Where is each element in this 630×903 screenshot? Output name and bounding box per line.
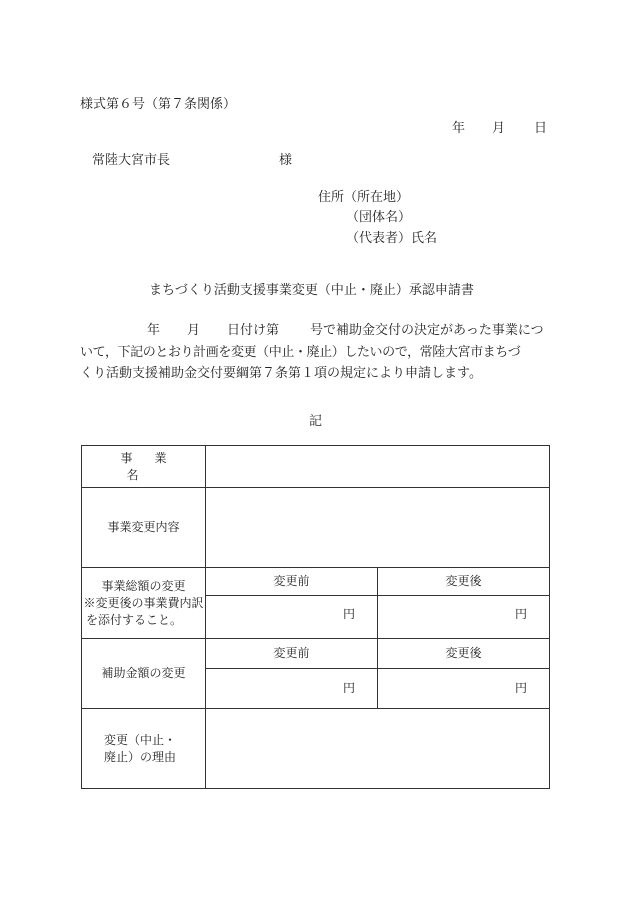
yen-unit: 円 (514, 681, 527, 695)
yen-unit: 円 (342, 607, 355, 621)
project-name-label: 事業名 (120, 450, 189, 482)
change-reason-label-1: 変更（中止・ (104, 732, 177, 747)
total-change-label-cell (82, 568, 206, 639)
application-table (81, 445, 550, 789)
subsidy-before-header: 変更前 (206, 639, 378, 669)
body-line2: いて，下記のとおり計画を変更（中止・廃止）したいので，常陸大宮市まちづ (80, 345, 521, 360)
row-change-reason (82, 709, 550, 789)
row-total-change-header (82, 568, 550, 596)
applicant-address-label: 住所（所在地） (318, 190, 410, 205)
applicant-group-label: （団体名） (346, 210, 412, 225)
subsidy-before-field[interactable] (206, 669, 378, 709)
subsidy-after-header: 変更後 (378, 639, 550, 669)
form-number: 様式第６号（第７条関係） (80, 97, 237, 112)
project-change-label: 事業変更内容 (107, 520, 180, 534)
yen-unit: 円 (514, 607, 527, 621)
body-date-number: 日付け第 (227, 323, 280, 338)
project-name-field[interactable] (206, 446, 550, 488)
total-change-note-2: を添付すること。 (86, 612, 183, 627)
project-change-field[interactable] (206, 488, 550, 568)
date-month-label: 月 (492, 121, 506, 136)
total-change-label: 事業総額の変更 (101, 578, 186, 593)
ki-label: 記 (309, 414, 323, 429)
change-reason-label-2: 廃止）の理由 (104, 749, 177, 764)
row-project-change (82, 488, 550, 568)
yen-unit: 円 (342, 681, 355, 695)
addressee-name: 常陸大宮市長 (92, 153, 171, 168)
addressee-honorific: 様 (279, 153, 293, 168)
date-year-label: 年 (452, 121, 466, 136)
subsidy-change-label: 補助金額の変更 (101, 666, 186, 680)
total-change-note-1: ※変更後の事業費内訳 (83, 595, 204, 610)
total-after-header: 変更後 (378, 568, 550, 596)
subsidy-after-field[interactable] (378, 669, 550, 709)
body-year: 年 (147, 323, 161, 338)
change-reason-field[interactable] (206, 709, 550, 789)
document-title: まちづくり活動支援事業変更（中止・廃止）承認申請書 (149, 283, 474, 298)
date-day-label: 日 (534, 121, 548, 136)
project-name-label-cell (82, 446, 206, 488)
applicant-representative-label: （代表者）氏名 (346, 231, 438, 246)
change-reason-label-cell (82, 709, 206, 789)
body-month: 月 (187, 323, 201, 338)
body-line1-rest: 号で補助金交付の決定があった事業につ (310, 323, 544, 338)
project-change-label-cell (82, 488, 206, 568)
body-line3: くり活動支援補助金交付要綱第７条第１項の規定により申請します。 (80, 366, 482, 381)
total-before-header: 変更前 (206, 568, 378, 596)
total-after-field[interactable] (378, 596, 550, 639)
row-subsidy-change-header (82, 639, 550, 669)
row-project-name (82, 446, 550, 488)
total-before-field[interactable] (206, 596, 378, 639)
subsidy-change-label-cell (82, 639, 206, 709)
